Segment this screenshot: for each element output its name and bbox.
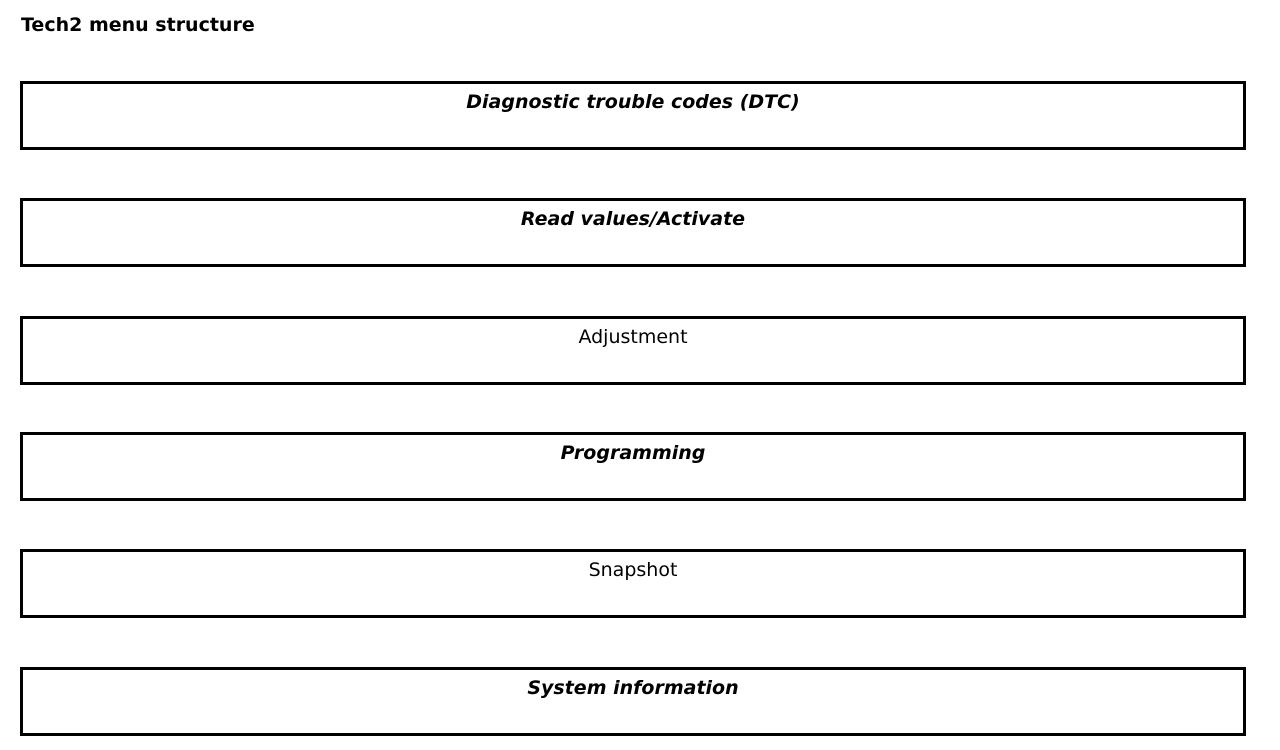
page-title: Tech2 menu structure <box>21 14 255 36</box>
menu-item-label: System information <box>527 677 739 699</box>
menu-item-label: Diagnostic trouble codes (DTC) <box>466 91 800 113</box>
menu-item-adjustment[interactable] <box>20 316 1246 385</box>
menu-item-read-values-activate[interactable] <box>20 198 1246 267</box>
menu-item-snapshot[interactable] <box>20 549 1246 618</box>
menu-item-label: Programming <box>560 442 706 464</box>
menu-item-diagnostic-trouble-codes[interactable] <box>20 81 1246 150</box>
menu-item-programming[interactable] <box>20 432 1246 501</box>
menu-item-label: Adjustment <box>578 326 688 348</box>
menu-item-system-information[interactable] <box>20 667 1246 736</box>
menu-item-label: Snapshot <box>588 559 678 581</box>
menu-item-label: Read values/Activate <box>520 208 746 230</box>
